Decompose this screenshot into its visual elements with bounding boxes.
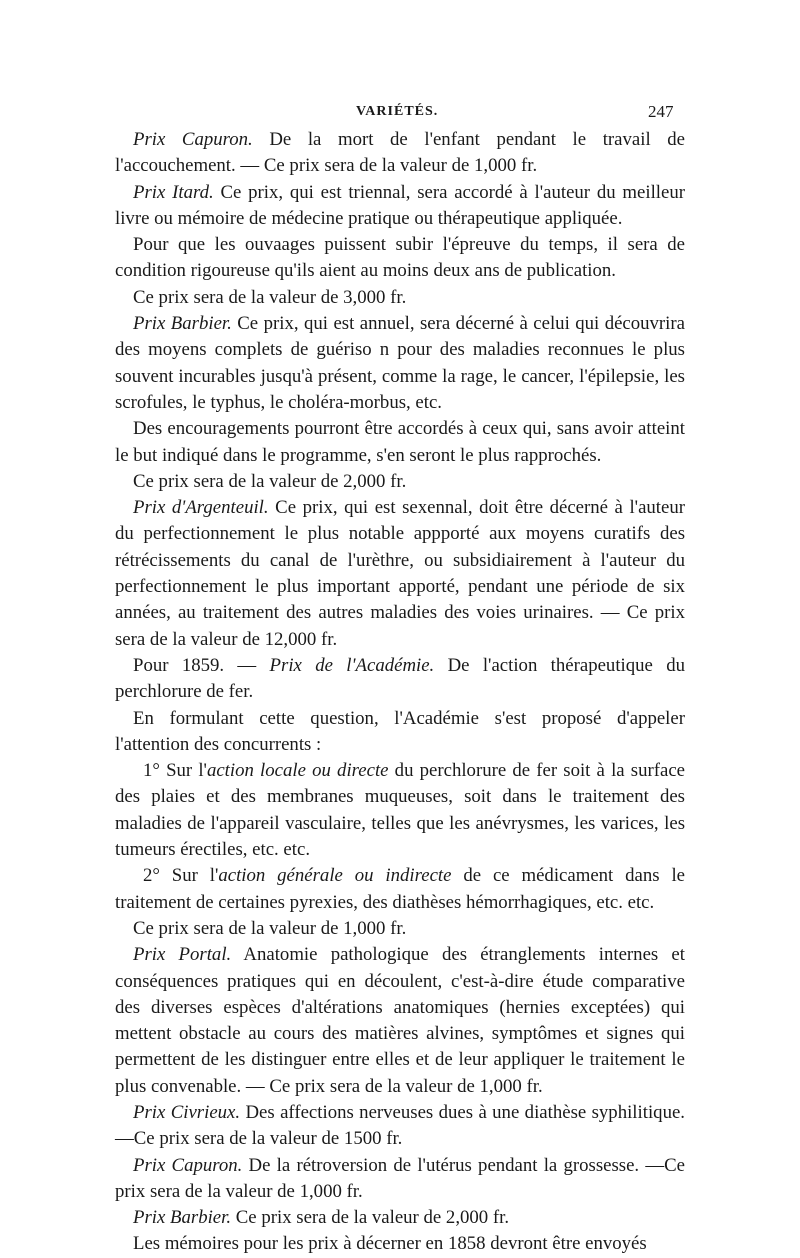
running-title: VARIÉTÉS. [356, 104, 439, 119]
paragraph [115, 469, 685, 495]
year-heading: Pour 1859. — [133, 654, 270, 676]
paragraph-text: de ce médicament dans le traitement de certaines pyrexies, des diathèses hémorrhagiques, etc. etc. [115, 865, 686, 913]
running-head [0, 104, 800, 124]
paragraph-prix-itard [115, 180, 685, 233]
paragraph-prix-barbier [115, 1205, 685, 1231]
prize-name: Prix Capuron. [133, 1154, 243, 1176]
paragraph-text: De la mort de l'enfant pendant le travail de l'accouchement. — Ce prix sera de la valeur de 1,000 fr. [115, 129, 685, 177]
paragraph-text: Ce prix, qui est annuel, sera décerné à celui qui découvrira des moyens complets de guériso n pour des maladies reconnues le plus souvent incurables jusqu'à présent, comme la rage, le cancer, l'épilepsie, les scrofules, le typhus, le choléra-morbus, etc. [115, 313, 685, 413]
paragraph-prix-argenteuil [115, 495, 685, 653]
prize-name: Prix Itard. [133, 181, 214, 203]
paragraph-text: Ce prix, qui est triennal, sera accordé à l'auteur du meilleur livre ou mémoire de médecine pratique ou thérapeutique appliquée. [115, 181, 685, 229]
paragraph-text: Ce prix sera de la valeur de 2,000 fr. [231, 1207, 510, 1229]
body-text [115, 127, 685, 1258]
paragraph-prix-barbier [115, 311, 685, 416]
paragraph-prix-capuron [115, 1153, 685, 1206]
paragraph-text: Anatomie pathologique des étranglements internes et conséquences pratiques qui en découlent, c'est-à-dire étude comparative des diverses espèces d'altérations anatomiques (hernies exceptées) qui mettent obstacle au cours des matières alvines, symptômes et signes qui permettent de les distinguer entre elles et de leur appliquer le traitement le plus convenable. — Ce prix sera de la valeur de 1,000 fr. [115, 944, 685, 1097]
prize-name: Prix Capuron. [133, 129, 253, 150]
paragraph-text: De la rétroversion de l'utérus pendant la grossesse. —Ce prix sera de la valeur de 1,000 fr. [115, 1154, 685, 1202]
item-emphasis: action locale ou directe [206, 760, 389, 782]
prize-name: Prix Barbier. [133, 313, 232, 335]
paragraph-text: Ce prix sera de la valeur de 3,000 fr. [133, 286, 407, 308]
paragraph-text: En formulant cette question, l'Académie s'est proposé d'appeler l'attention des concurrents : [115, 707, 685, 755]
paragraph [115, 1231, 685, 1257]
paragraph [115, 706, 685, 759]
paragraph-text: Ce prix, qui est sexennal, doit être décerné à l'auteur du perfectionnement le plus notable appporté aux moyens curatifs des rétrécissements du canal de l'urèthre, ou subsidiairement à l'auteur du perfectionnement le plus important apporté, pendant une période de six années, au traitement des autres maladies des voies urinaires. — Ce prix sera de la valeur de 12,000 fr. [115, 497, 685, 650]
prize-name: Prix Civrieux. [133, 1101, 241, 1123]
prize-name: Prix Barbier. [133, 1207, 232, 1229]
paragraph-prix-portal [115, 942, 685, 1100]
paragraph [115, 916, 685, 942]
paragraph-text: Pour que les ouvaages puissent subir l'épreuve du temps, il sera de condition rigoureuse qu'ils aient au moins deux ans de publication. [115, 234, 685, 282]
paragraph-text: Des affections nerveuses dues à une diathèse syphilitique.—Ce prix sera de la valeur de 1500 fr. [115, 1101, 685, 1150]
paragraph-text: Ce prix sera de la valeur de 2,000 fr. [133, 470, 407, 492]
item-prefix: 1° Sur l' [143, 760, 207, 782]
paragraph [115, 285, 685, 311]
prize-name: Prix de l'Académie. [269, 654, 435, 676]
item-prefix: 2° Sur l' [143, 865, 219, 887]
list-item [115, 758, 685, 863]
paragraph-text: Les mémoires pour les prix à décerner en 1858 devront être envoyés [133, 1233, 647, 1255]
paragraph [115, 232, 685, 285]
paragraph-pour-1859 [115, 653, 685, 706]
paragraph-text: Ce prix sera de la valeur de 1,000 fr. [133, 917, 407, 939]
paragraph-text: du perchlorure de fer soit à la surface des plaies et des membranes muqueuses, soit dans le traitement des maladies de l'appareil vasculaire, telles que les anévrysmes, les varices, les tumeurs érectiles, etc. etc. [115, 760, 686, 861]
paragraph-text: Des encouragements pourront être accordés à ceux qui, sans avoir atteint le but indiqué dans le programme, s'en seront le plus rapprochés. [115, 418, 685, 466]
paragraph-prix-capuron [115, 127, 685, 180]
prize-name: Prix d'Argenteuil. [133, 497, 269, 519]
prize-name: Prix Portal. [133, 944, 232, 966]
paragraph-prix-civrieux [115, 1100, 685, 1153]
paragraph-text: De l'action thérapeutique du perchlorure de fer. [115, 654, 685, 703]
page-number: 247 [648, 102, 674, 121]
list-item [115, 863, 685, 916]
item-emphasis: action générale ou indirecte [218, 865, 452, 887]
paragraph [115, 416, 685, 469]
